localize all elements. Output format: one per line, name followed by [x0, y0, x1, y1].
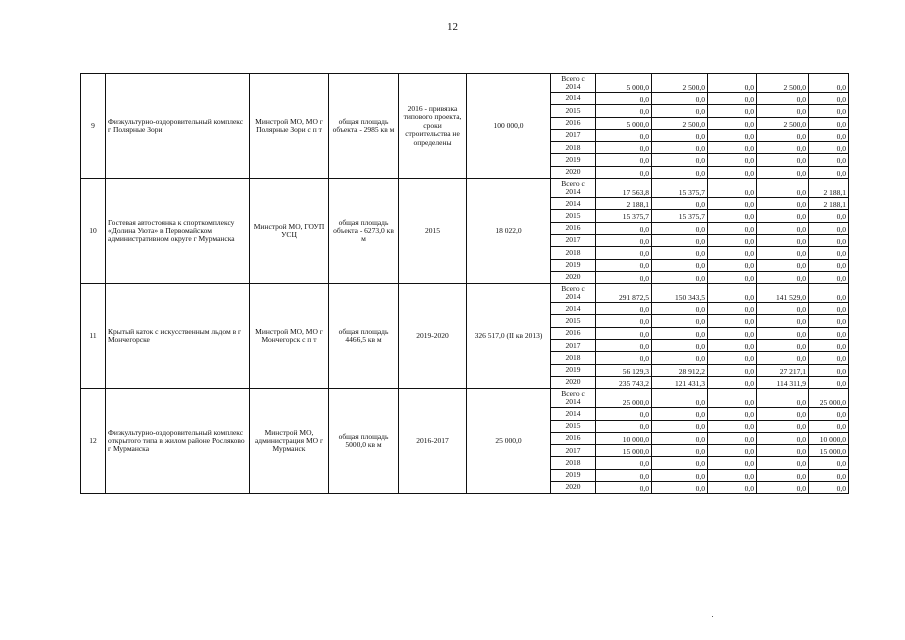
value-cell: 0,0	[652, 222, 708, 234]
value-cell: 0,0	[652, 303, 708, 315]
year-cell: 2020	[551, 482, 596, 494]
project-period: 2016-2017	[399, 389, 467, 494]
project-period: 2019-2020	[399, 284, 467, 389]
year-cell: 2017	[551, 340, 596, 352]
value-cell: 0,0	[652, 105, 708, 117]
value-cell: 0,0	[708, 284, 757, 303]
year-cell: 2014	[551, 408, 596, 420]
value-cell: 0,0	[596, 105, 652, 117]
value-cell: 0,0	[596, 327, 652, 339]
value-cell: 0,0	[809, 271, 849, 283]
year-cell: 2019	[551, 469, 596, 481]
value-cell: 0,0	[596, 408, 652, 420]
value-cell: 0,0	[757, 154, 809, 166]
value-cell: 0,0	[809, 166, 849, 178]
value-cell: 0,0	[809, 247, 849, 259]
year-cell: 2018	[551, 142, 596, 154]
year-cell: 2016	[551, 432, 596, 444]
value-cell: 0,0	[652, 198, 708, 210]
value-cell: 28 912,2	[652, 364, 708, 376]
investment-table	[80, 73, 849, 494]
value-cell: 0,0	[708, 129, 757, 141]
value-cell: 0,0	[652, 352, 708, 364]
year-cell: Всего с 2014	[551, 179, 596, 198]
value-cell: 0,0	[809, 93, 849, 105]
value-cell: 0,0	[652, 432, 708, 444]
year-cell: Всего с 2014	[551, 284, 596, 303]
project-cost: 326 517,0 (II кв 2013)	[467, 284, 551, 389]
year-cell: Всего с 2014	[551, 389, 596, 408]
value-cell: 15 375,7	[652, 210, 708, 222]
project-name: Гостевая автостоянка к спорткомплексу «Долина Уюта» в Первомайском административном округе г Мурманска	[106, 179, 250, 284]
value-cell: 0,0	[708, 457, 757, 469]
table-row	[81, 74, 849, 93]
value-cell: 0,0	[757, 271, 809, 283]
year-cell: 2019	[551, 364, 596, 376]
value-cell: 0,0	[809, 340, 849, 352]
value-cell: 0,0	[809, 222, 849, 234]
value-cell: 0,0	[757, 198, 809, 210]
value-cell: 2 188,1	[809, 198, 849, 210]
value-cell: 0,0	[652, 271, 708, 283]
year-cell: 2016	[551, 222, 596, 234]
value-cell: 0,0	[652, 142, 708, 154]
value-cell: 0,0	[596, 469, 652, 481]
value-cell: 0,0	[809, 210, 849, 222]
value-cell: 0,0	[809, 327, 849, 339]
value-cell: 0,0	[757, 315, 809, 327]
value-cell: 0,0	[708, 93, 757, 105]
value-cell: 10 000,0	[596, 432, 652, 444]
value-cell: 15 375,7	[596, 210, 652, 222]
value-cell: 0,0	[708, 364, 757, 376]
year-cell: 2017	[551, 129, 596, 141]
project-period: 2016 - привязка типового проекта, сроки строительства не определены	[399, 74, 467, 179]
value-cell: 0,0	[757, 303, 809, 315]
project-capacity: общая площадь объекта - 2985 кв м	[329, 74, 399, 179]
value-cell: 0,0	[596, 142, 652, 154]
value-cell: 2 500,0	[757, 117, 809, 129]
year-cell: 2020	[551, 166, 596, 178]
year-cell: 2020	[551, 271, 596, 283]
project-number: 11	[81, 284, 106, 389]
value-cell: 0,0	[708, 234, 757, 246]
value-cell: 0,0	[757, 247, 809, 259]
value-cell: 0,0	[596, 259, 652, 271]
value-cell: 0,0	[708, 352, 757, 364]
value-cell: 0,0	[596, 303, 652, 315]
scan-mark	[712, 616, 713, 617]
value-cell: 2 188,1	[596, 198, 652, 210]
year-cell: 2015	[551, 315, 596, 327]
value-cell: 0,0	[652, 259, 708, 271]
value-cell: 0,0	[652, 445, 708, 457]
value-cell: 0,0	[809, 482, 849, 494]
value-cell: 0,0	[708, 166, 757, 178]
year-cell: 2019	[551, 154, 596, 166]
year-cell: Всего с 2014	[551, 74, 596, 93]
project-capacity: общая площадь 4466,5 кв м	[329, 284, 399, 389]
page-number: 12	[447, 21, 458, 33]
value-cell: 291 872,5	[596, 284, 652, 303]
value-cell: 0,0	[652, 93, 708, 105]
value-cell: 0,0	[809, 154, 849, 166]
value-cell: 0,0	[757, 166, 809, 178]
value-cell: 0,0	[652, 315, 708, 327]
value-cell: 0,0	[757, 482, 809, 494]
value-cell: 0,0	[809, 105, 849, 117]
value-cell: 150 343,5	[652, 284, 708, 303]
value-cell: 0,0	[757, 445, 809, 457]
value-cell: 0,0	[596, 271, 652, 283]
value-cell: 0,0	[708, 271, 757, 283]
value-cell: 0,0	[809, 420, 849, 432]
value-cell: 0,0	[652, 166, 708, 178]
value-cell: 0,0	[757, 142, 809, 154]
value-cell: 0,0	[757, 457, 809, 469]
value-cell: 0,0	[708, 408, 757, 420]
value-cell: 0,0	[708, 142, 757, 154]
value-cell: 0,0	[757, 179, 809, 198]
value-cell: 0,0	[809, 259, 849, 271]
value-cell: 0,0	[708, 340, 757, 352]
project-number: 10	[81, 179, 106, 284]
value-cell: 0,0	[652, 340, 708, 352]
value-cell: 0,0	[757, 105, 809, 117]
value-cell: 0,0	[596, 234, 652, 246]
value-cell: 0,0	[596, 222, 652, 234]
value-cell: 0,0	[809, 234, 849, 246]
project-customer: Минстрой МО, ГОУП УСЦ	[250, 179, 329, 284]
value-cell: 0,0	[809, 74, 849, 93]
value-cell: 0,0	[757, 432, 809, 444]
value-cell: 0,0	[809, 352, 849, 364]
value-cell: 0,0	[708, 327, 757, 339]
project-customer: Минстрой МО, МО г Мончегорск с п т	[250, 284, 329, 389]
value-cell: 2 500,0	[652, 74, 708, 93]
value-cell: 0,0	[652, 129, 708, 141]
value-cell: 0,0	[652, 469, 708, 481]
value-cell: 0,0	[596, 340, 652, 352]
value-cell: 0,0	[708, 74, 757, 93]
value-cell: 0,0	[596, 457, 652, 469]
value-cell: 0,0	[809, 315, 849, 327]
value-cell: 17 563,8	[596, 179, 652, 198]
project-customer: Минстрой МО, МО г Полярные Зори с п т	[250, 74, 329, 179]
table-row	[81, 389, 849, 408]
value-cell: 15 000,0	[809, 445, 849, 457]
year-cell: 2014	[551, 93, 596, 105]
value-cell: 0,0	[757, 210, 809, 222]
year-cell: 2015	[551, 210, 596, 222]
value-cell: 0,0	[708, 117, 757, 129]
project-capacity: общая площадь 5000,0 кв м	[329, 389, 399, 494]
value-cell: 0,0	[757, 352, 809, 364]
value-cell: 0,0	[652, 457, 708, 469]
value-cell: 0,0	[652, 408, 708, 420]
value-cell: 0,0	[708, 105, 757, 117]
project-cost: 18 022,0	[467, 179, 551, 284]
value-cell: 0,0	[757, 469, 809, 481]
value-cell: 0,0	[809, 376, 849, 388]
table-body	[81, 74, 849, 494]
project-period: 2015	[399, 179, 467, 284]
year-cell: 2017	[551, 234, 596, 246]
value-cell: 0,0	[596, 420, 652, 432]
project-cost: 100 000,0	[467, 74, 551, 179]
value-cell: 0,0	[596, 129, 652, 141]
value-cell: 2 500,0	[652, 117, 708, 129]
year-cell: 2016	[551, 327, 596, 339]
value-cell: 0,0	[652, 420, 708, 432]
value-cell: 2 188,1	[809, 179, 849, 198]
value-cell: 0,0	[652, 247, 708, 259]
year-cell: 2018	[551, 247, 596, 259]
value-cell: 0,0	[757, 389, 809, 408]
value-cell: 0,0	[708, 482, 757, 494]
year-cell: 2019	[551, 259, 596, 271]
table-row	[81, 284, 849, 303]
project-name: Физкультурно-оздоровительный комплекс г Полярные Зори	[106, 74, 250, 179]
value-cell: 0,0	[809, 142, 849, 154]
value-cell: 0,0	[809, 469, 849, 481]
value-cell: 0,0	[757, 129, 809, 141]
value-cell: 0,0	[652, 482, 708, 494]
value-cell: 0,0	[757, 327, 809, 339]
value-cell: 5 000,0	[596, 74, 652, 93]
value-cell: 0,0	[757, 259, 809, 271]
value-cell: 0,0	[596, 154, 652, 166]
year-cell: 2014	[551, 198, 596, 210]
project-name: Крытый каток с искусственным льдом в г Мончегорске	[106, 284, 250, 389]
year-cell: 2018	[551, 457, 596, 469]
value-cell: 0,0	[708, 247, 757, 259]
value-cell: 2 500,0	[757, 74, 809, 93]
value-cell: 0,0	[708, 389, 757, 408]
value-cell: 0,0	[596, 247, 652, 259]
value-cell: 121 431,3	[652, 376, 708, 388]
value-cell: 0,0	[708, 315, 757, 327]
year-cell: 2016	[551, 117, 596, 129]
value-cell: 0,0	[652, 154, 708, 166]
value-cell: 0,0	[708, 210, 757, 222]
year-cell: 2020	[551, 376, 596, 388]
value-cell: 0,0	[809, 408, 849, 420]
value-cell: 0,0	[757, 222, 809, 234]
value-cell: 114 311,9	[757, 376, 809, 388]
value-cell: 0,0	[596, 93, 652, 105]
value-cell: 0,0	[652, 234, 708, 246]
value-cell: 0,0	[596, 315, 652, 327]
value-cell: 5 000,0	[596, 117, 652, 129]
value-cell: 0,0	[652, 389, 708, 408]
value-cell: 0,0	[809, 364, 849, 376]
value-cell: 27 217,1	[757, 364, 809, 376]
project-customer: Минстрой МО, администрация МО г Мурманск	[250, 389, 329, 494]
value-cell: 15 000,0	[596, 445, 652, 457]
year-cell: 2014	[551, 303, 596, 315]
year-cell: 2015	[551, 105, 596, 117]
value-cell: 0,0	[757, 93, 809, 105]
project-number: 9	[81, 74, 106, 179]
value-cell: 0,0	[708, 445, 757, 457]
value-cell: 0,0	[708, 179, 757, 198]
value-cell: 56 129,3	[596, 364, 652, 376]
value-cell: 10 000,0	[809, 432, 849, 444]
value-cell: 0,0	[708, 420, 757, 432]
value-cell: 0,0	[757, 420, 809, 432]
value-cell: 0,0	[708, 469, 757, 481]
value-cell: 0,0	[809, 284, 849, 303]
value-cell: 0,0	[708, 303, 757, 315]
project-capacity: общая площадь объекта - 6273,0 кв м	[329, 179, 399, 284]
value-cell: 0,0	[708, 259, 757, 271]
value-cell: 15 375,7	[652, 179, 708, 198]
value-cell: 0,0	[652, 327, 708, 339]
value-cell: 0,0	[757, 408, 809, 420]
value-cell: 25 000,0	[809, 389, 849, 408]
value-cell: 0,0	[809, 129, 849, 141]
project-name: Физкультурно-оздоровительный комплекс открытого типа в жилом районе Росляково г Мурманска	[106, 389, 250, 494]
value-cell: 0,0	[809, 117, 849, 129]
value-cell: 0,0	[708, 154, 757, 166]
value-cell: 0,0	[757, 234, 809, 246]
value-cell: 0,0	[596, 352, 652, 364]
year-cell: 2018	[551, 352, 596, 364]
year-cell: 2015	[551, 420, 596, 432]
value-cell: 0,0	[596, 166, 652, 178]
project-cost: 25 000,0	[467, 389, 551, 494]
value-cell: 0,0	[708, 432, 757, 444]
project-number: 12	[81, 389, 106, 494]
value-cell: 0,0	[809, 457, 849, 469]
table-row	[81, 179, 849, 198]
value-cell: 235 743,2	[596, 376, 652, 388]
value-cell: 0,0	[596, 482, 652, 494]
value-cell: 25 000,0	[596, 389, 652, 408]
value-cell: 0,0	[809, 303, 849, 315]
value-cell: 0,0	[708, 222, 757, 234]
value-cell: 0,0	[708, 198, 757, 210]
value-cell: 0,0	[708, 376, 757, 388]
year-cell: 2017	[551, 445, 596, 457]
value-cell: 0,0	[757, 340, 809, 352]
value-cell: 141 529,0	[757, 284, 809, 303]
